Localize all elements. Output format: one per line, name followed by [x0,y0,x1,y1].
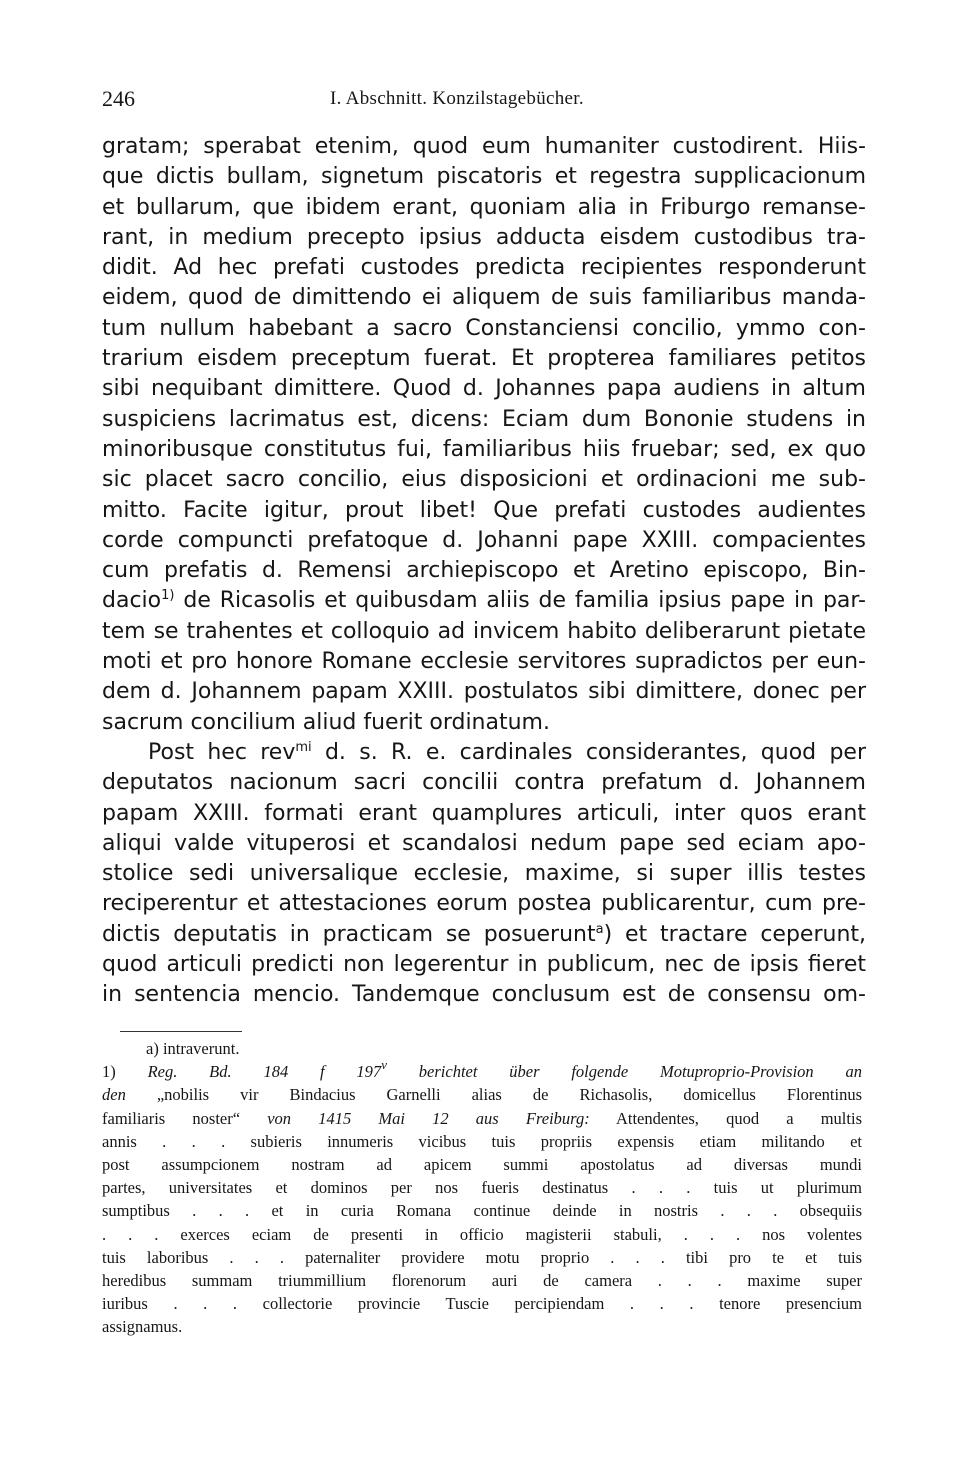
footnote-1-line: heredibus summam triummillium florenorum auri de camera . . . maxime super [102,1270,862,1290]
footnotes [102,1037,862,1338]
text-line: in sentencia mencio. Tandemque conclusum est de consensu om- [102,982,866,1008]
footnote-ref-a: a [595,921,604,937]
text-line: eidem, quod de dimittendo ei aliquem de suis familiaribus manda- [102,285,866,311]
text-fragment: d. s. R. e. cardinales considerantes, quod per [311,739,866,765]
footnote-a: a) intraverunt. [146,1039,240,1058]
text-line [102,920,866,950]
footnote-1-line: annis . . . subieris innumeris vicibus tuis propriis expensis etiam militando et [102,1131,862,1151]
footnote-1-line: sumptibus . . . et in curia Romana continue deinde in nostris . . . obsequiis [102,1201,862,1221]
text-line: que dictis bullam, signetum piscatoris et regestra supplicacionum [102,164,866,190]
footnote-1-line [102,1083,862,1106]
text-line: rant, in medium precepto ipsius adducta eisdem custodibus tra- [102,224,866,250]
footnote-1-line: partes, universitates et dominos per nos fueris destinatus . . . tuis ut plurimum [102,1178,862,1198]
text-line: cum prefatis d. Remensi archiepiscopo et Aretino episcopo, Bin- [102,558,866,584]
page-number: 246 [102,86,135,111]
text-line: minoribusque constitutus fui, familiaribus hiis fruebar; sed, ex quo [102,436,866,462]
footnote-1-line: iuribus . . . collectorie provincie Tuscie percipiendam . . . tenore presencium [102,1294,862,1314]
text-line: deputatos nacionum sacri concilii contra prefatum d. Johannem [102,770,866,796]
text-line: sibi nequibant dimittere. Quod d. Johannes papa audiens in altum [102,376,866,402]
text-fragment: dacio [102,588,162,614]
text-line: papam XXIII. formati erant quamplures articuli, inter quos erant [102,800,866,826]
footnote-1-line: assignamus. [102,1317,183,1337]
footnote-1-line: post assumpcionem nostram ad apicem summi apostolatus ad diversas mundi [102,1154,862,1174]
footnote-1-line [102,1107,862,1130]
text-fragment: den [102,1085,126,1105]
text-line: reciperentur et attestaciones eorum postea publicarentur, cum pre- [102,891,866,917]
text-line: gratam; sperabat etenim, quod eum humaniter custodirent. Hiis- [102,134,866,159]
text-line: quod articuli predicti non legerentur in publicum, nec de ipsis fieret [102,952,866,978]
text-line: tem se trahentes et colloquio ad invicem habito deliberarunt pietate [102,618,866,644]
text-line: aliqui valde vituperosi et scandalosi nedum pape sed eciam apo- [102,830,866,856]
text-line: sacrum concilium aliud fuerit ordinatum. [102,709,550,735]
text-line: trarium eisdem preceptum fuerat. Et propterea familiares petitos [102,346,866,372]
text-fragment: berichtet über folgende Motuproprio-Provision an [386,1062,862,1082]
text-line: et bullarum, que ibidem erant, quoniam alia in Friburgo remanse- [102,194,866,220]
text-line [102,586,866,616]
text-fragment: „nobilis vir Bindacius Garnelli alias de Richasolis, domicellus Florentinus [125,1085,862,1105]
footnote-separator [120,1031,242,1032]
text-fragment: familiaris noster“ [102,1108,241,1128]
footnote-1-line [102,1057,862,1083]
footnote-1-mark: 1) [102,1062,116,1082]
text-line: corde compuncti prefatoque d. Johanni pape XXIII. compacientes [102,527,866,553]
text-fragment: de Ricasolis et quibusdam aliis de familia ipsius pape in par- [174,588,866,614]
superscript-abbrev: mi [295,739,312,755]
text-line: moti et pro honore Romane ecclesie servitores supradictos per eun- [102,649,866,675]
register-reference: Reg. Bd. 184 f 197 [147,1062,382,1082]
text-line [102,738,866,768]
text-fragment: Attendentes, quod a multis [589,1108,862,1128]
text-fragment: von 1415 Mai 12 aus Freiburg: [240,1108,590,1128]
main-text [102,132,866,1011]
page-header [102,86,862,118]
text-line: stolice sedi universalique ecclesie, maxime, si super illis testes [102,861,866,887]
text-line: didit. Ad hec prefati custodes predicta recipientes responderunt [102,255,866,281]
text-line: mitto. Facite igitur, prout libet! Que prefati custodes audientes [102,497,866,523]
text-fragment: ) et tractare ceperunt, [603,921,866,947]
footnote-1-line: . . . exerces eciam de presenti in officio magisterii stabuli, . . . nos volentes [102,1224,862,1244]
text-line: dem d. Johannem papam XXIII. postulatos sibi dimittere, donec per [102,679,866,705]
text-line: suspiciens lacrimatus est, dicens: Eciam dum Bononie studens in [102,406,866,432]
footnote-ref-1: 1) [161,588,175,604]
text-fragment: Post hec rev [148,739,296,765]
superscript-verso: v [381,1057,387,1073]
text-line: sic placet sacro concilio, eius disposicioni et ordinacioni me sub- [102,467,866,493]
text-line: tum nullum habebant a sacro Constanciensi concilio, ymmo con- [102,315,866,341]
running-head: I. Abschnitt. Konzilstagebücher. [330,88,584,109]
footnote-1-line: tuis laboribus . . . paternaliter providere motu proprio . . . tibi pro te et tuis [102,1247,862,1267]
text-fragment: dictis deputatis in practicam se posuerunt [102,921,596,947]
